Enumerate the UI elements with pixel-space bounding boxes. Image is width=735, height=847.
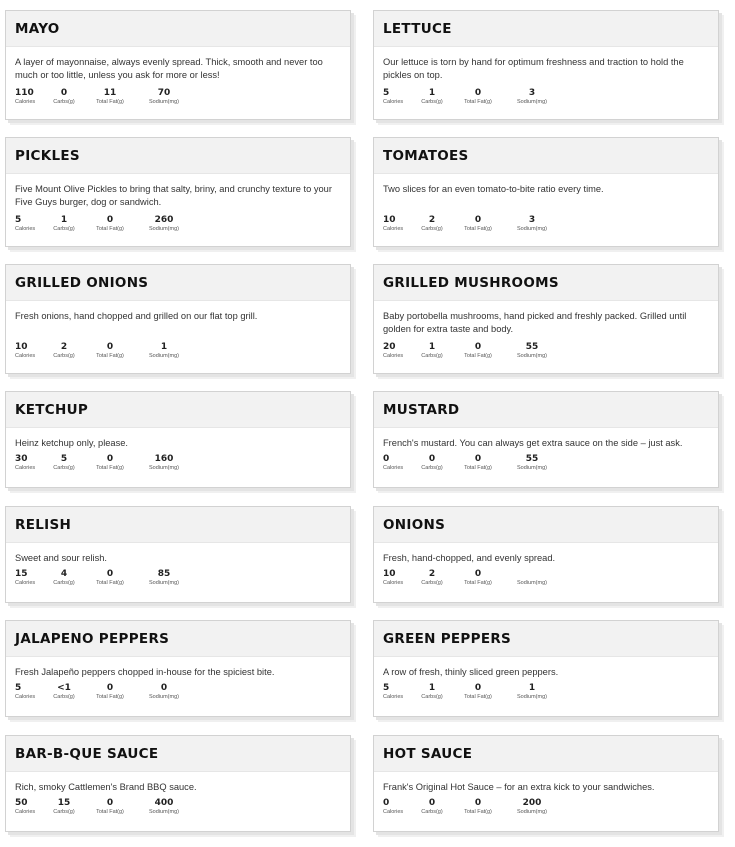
carbs-stat (41, 683, 87, 701)
fat-label: Total Fat(g) (464, 809, 492, 815)
calories-value: 0 (383, 798, 390, 808)
fat-value: 0 (474, 342, 482, 352)
topping-title: TOMATOES (383, 148, 469, 164)
fat-stat (87, 798, 133, 816)
calories-stat (15, 569, 41, 587)
carbs-value: 2 (428, 215, 436, 225)
sodium-value: 160 (154, 454, 174, 464)
calories-value: 0 (383, 454, 390, 464)
sodium-stat (501, 215, 563, 233)
sodium-stat (501, 798, 563, 816)
carbs-value: 15 (57, 798, 71, 808)
card-header (374, 138, 718, 174)
sodium-label: Sodium(mg) (149, 465, 179, 471)
fat-stat (455, 342, 501, 360)
calories-label: Calories (383, 99, 404, 105)
carbs-label: Carbs(g) (53, 99, 75, 105)
carbs-value: 1 (428, 683, 436, 693)
sodium-label: Sodium(mg) (149, 226, 179, 232)
fat-label: Total Fat(g) (464, 465, 492, 471)
fat-stat (87, 569, 133, 587)
carbs-value: 1 (60, 215, 68, 225)
sodium-stat (133, 342, 195, 360)
carbs-stat (409, 683, 455, 701)
carbs-stat (41, 454, 87, 472)
carbs-stat (41, 569, 87, 587)
nutrition-facts (383, 798, 709, 816)
carbs-value: 1 (428, 342, 436, 352)
carbs-label: Carbs(g) (421, 226, 443, 232)
sodium-value: 3 (528, 215, 536, 225)
fat-label: Total Fat(g) (96, 465, 124, 471)
topping-description: Sweet and sour relish. (15, 553, 107, 563)
sodium-value: 260 (154, 215, 174, 225)
topping-description: Baby portobella mushrooms, hand picked and freshly packed. Grilled until golden for extra taste and body. (383, 311, 687, 334)
fat-value: 0 (474, 88, 482, 98)
topping-card (5, 264, 351, 374)
sodium-stat (133, 683, 195, 701)
sodium-value: 55 (525, 454, 539, 464)
fat-stat (455, 215, 501, 233)
sodium-label: Sodium(mg) (517, 694, 547, 700)
sodium-stat (501, 454, 563, 472)
topping-title: RELISH (15, 517, 72, 533)
topping-description: Fresh Jalapeño peppers chopped in-house for the spiciest bite. (15, 667, 275, 677)
topping-title: PICKLES (15, 148, 80, 164)
calories-label: Calories (15, 353, 36, 359)
card-body (6, 428, 350, 472)
topping-title: GRILLED MUSHROOMS (383, 275, 559, 291)
sodium-label: Sodium(mg) (517, 809, 547, 815)
card-header (374, 507, 718, 543)
carbs-stat (41, 215, 87, 233)
carbs-label: Carbs(g) (421, 99, 443, 105)
carbs-value: <1 (57, 683, 71, 693)
topping-card (373, 391, 719, 488)
carbs-value: 0 (428, 798, 436, 808)
carbs-stat (409, 798, 455, 816)
calories-stat (383, 683, 409, 701)
sodium-value: 85 (157, 569, 171, 579)
fat-label: Total Fat(g) (464, 694, 492, 700)
carbs-stat (409, 569, 455, 587)
calories-value: 5 (15, 215, 22, 225)
topping-card (5, 10, 351, 120)
calories-value: 10 (15, 342, 28, 352)
fat-label: Total Fat(g) (96, 580, 124, 586)
carbs-label: Carbs(g) (421, 580, 443, 586)
calories-stat (15, 454, 41, 472)
card-header (6, 392, 350, 428)
card-header (6, 736, 350, 772)
topping-description: A layer of mayonnaise, always evenly spread. Thick, smooth and never too much or too little, unless you ask for more or less! (15, 57, 323, 80)
carbs-label: Carbs(g) (53, 226, 75, 232)
calories-value: 110 (15, 88, 34, 98)
fat-value: 0 (106, 215, 114, 225)
carbs-label: Carbs(g) (53, 809, 75, 815)
card-header (6, 507, 350, 543)
topping-card (5, 735, 351, 832)
sodium-value: 400 (154, 798, 174, 808)
calories-stat (15, 683, 41, 701)
sodium-label: Sodium(mg) (149, 353, 179, 359)
fat-label: Total Fat(g) (464, 99, 492, 105)
card-header (6, 11, 350, 47)
card-body (6, 47, 350, 106)
calories-stat (383, 798, 409, 816)
calories-stat (383, 88, 409, 106)
nutrition-facts (383, 683, 709, 701)
carbs-stat (41, 88, 87, 106)
card-header (374, 736, 718, 772)
sodium-label: Sodium(mg) (149, 809, 179, 815)
nutrition-facts (15, 569, 341, 587)
sodium-label: Sodium(mg) (517, 465, 547, 471)
card-body (374, 47, 718, 106)
carbs-value: 5 (60, 454, 68, 464)
carbs-label: Carbs(g) (53, 694, 75, 700)
carbs-value: 1 (428, 88, 436, 98)
card-body (374, 301, 718, 360)
card-header (374, 392, 718, 428)
sodium-label: Sodium(mg) (149, 99, 179, 105)
sodium-value: 0 (160, 683, 168, 693)
sodium-stat (501, 342, 563, 360)
calories-label: Calories (15, 99, 36, 105)
fat-stat (87, 454, 133, 472)
carbs-label: Carbs(g) (421, 353, 443, 359)
calories-stat (15, 798, 41, 816)
nutrition-facts (383, 88, 709, 106)
topping-card (373, 137, 719, 247)
nutrition-facts (383, 342, 709, 360)
topping-description: Heinz ketchup only, please. (15, 438, 129, 448)
topping-card (5, 137, 351, 247)
topping-description: Fresh onions, hand chopped and grilled on our flat top grill. (15, 311, 258, 321)
card-body (374, 657, 718, 701)
sodium-stat (501, 683, 563, 701)
topping-description: Fresh, hand-chopped, and evenly spread. (383, 553, 556, 563)
sodium-stat (133, 88, 195, 106)
nutrition-facts (15, 683, 341, 701)
carbs-stat (41, 342, 87, 360)
topping-description: Two slices for an even tomato-to-bite ratio every time. (383, 184, 604, 194)
card-body (6, 772, 350, 816)
card-header (374, 11, 718, 47)
sodium-label: Sodium(mg) (517, 580, 547, 586)
fat-value: 0 (106, 454, 114, 464)
fat-label: Total Fat(g) (96, 226, 124, 232)
sodium-label: Sodium(mg) (149, 694, 179, 700)
calories-value: 10 (383, 569, 396, 579)
calories-label: Calories (383, 353, 404, 359)
sodium-stat (133, 569, 195, 587)
topping-description: Our lettuce is torn by hand for optimum freshness and traction to hold the pickles on top. (383, 57, 684, 80)
sodium-stat (133, 215, 195, 233)
sodium-stat (501, 88, 563, 106)
sodium-label: Sodium(mg) (149, 580, 179, 586)
fat-value: 0 (474, 454, 482, 464)
topping-title: MUSTARD (383, 402, 460, 418)
calories-label: Calories (383, 226, 404, 232)
calories-label: Calories (15, 226, 36, 232)
calories-value: 10 (383, 215, 396, 225)
calories-stat (383, 215, 409, 233)
topping-description: A row of fresh, thinly sliced green peppers. (383, 667, 559, 677)
card-body (6, 657, 350, 701)
topping-title: LETTUCE (383, 21, 452, 37)
card-body (6, 174, 350, 233)
carbs-value: 0 (60, 88, 68, 98)
calories-value: 15 (15, 569, 28, 579)
topping-title: GRILLED ONIONS (15, 275, 149, 291)
carbs-stat (409, 454, 455, 472)
calories-stat (15, 342, 41, 360)
card-body (6, 543, 350, 587)
card-body (374, 543, 718, 587)
topping-card (373, 264, 719, 374)
nutrition-facts (15, 798, 341, 816)
carbs-value: 2 (60, 342, 68, 352)
topping-title: JALAPENO PEPPERS (15, 631, 170, 647)
carbs-stat (409, 88, 455, 106)
carbs-stat (409, 215, 455, 233)
card-body (6, 301, 350, 360)
fat-stat (87, 683, 133, 701)
calories-value: 5 (383, 88, 390, 98)
topping-title: MAYO (15, 21, 60, 37)
calories-stat (383, 342, 409, 360)
carbs-value: 0 (428, 454, 436, 464)
fat-value: 0 (474, 215, 482, 225)
fat-value: 0 (106, 569, 114, 579)
carbs-value: 2 (428, 569, 436, 579)
topping-description: Rich, smoky Cattlemen's Brand BBQ sauce. (15, 782, 197, 792)
sodium-label: Sodium(mg) (517, 353, 547, 359)
topping-card (373, 506, 719, 603)
sodium-stat (133, 798, 195, 816)
calories-stat (383, 569, 409, 587)
fat-value: 11 (103, 88, 117, 98)
topping-card (373, 10, 719, 120)
calories-label: Calories (383, 694, 404, 700)
fat-label: Total Fat(g) (464, 226, 492, 232)
sodium-value: 200 (522, 798, 542, 808)
fat-stat (455, 454, 501, 472)
fat-stat (87, 342, 133, 360)
nutrition-facts (383, 454, 709, 472)
fat-value: 0 (106, 798, 114, 808)
calories-value: 20 (383, 342, 396, 352)
fat-value: 0 (106, 342, 114, 352)
carbs-label: Carbs(g) (421, 809, 443, 815)
carbs-label: Carbs(g) (421, 694, 443, 700)
calories-value: 50 (15, 798, 28, 808)
fat-label: Total Fat(g) (464, 580, 492, 586)
topping-title: KETCHUP (15, 402, 89, 418)
sodium-value: 70 (157, 88, 171, 98)
carbs-stat (41, 798, 87, 816)
calories-label: Calories (15, 580, 36, 586)
sodium-value: 1 (160, 342, 168, 352)
carbs-label: Carbs(g) (421, 465, 443, 471)
sodium-value: 55 (525, 342, 539, 352)
fat-stat (455, 683, 501, 701)
card-header (374, 265, 718, 301)
card-body (374, 428, 718, 472)
fat-label: Total Fat(g) (96, 99, 124, 105)
calories-value: 5 (15, 683, 22, 693)
nutrition-facts (15, 88, 341, 106)
card-header (374, 621, 718, 657)
nutrition-facts (15, 342, 341, 360)
fat-value: 0 (474, 569, 482, 579)
calories-label: Calories (383, 580, 404, 586)
fat-label: Total Fat(g) (96, 694, 124, 700)
topping-description: French's mustard. You can always get extra sauce on the side – just ask. (383, 438, 683, 448)
card-body (374, 174, 718, 233)
topping-card (373, 620, 719, 717)
topping-title: HOT SAUCE (383, 746, 473, 762)
sodium-value: 3 (528, 88, 536, 98)
topping-card (5, 620, 351, 717)
carbs-label: Carbs(g) (53, 353, 75, 359)
calories-value: 30 (15, 454, 28, 464)
carbs-label: Carbs(g) (53, 580, 75, 586)
carbs-label: Carbs(g) (53, 465, 75, 471)
fat-value: 0 (474, 798, 482, 808)
calories-stat (383, 454, 409, 472)
calories-value: 5 (383, 683, 390, 693)
sodium-label: Sodium(mg) (517, 99, 547, 105)
calories-label: Calories (15, 809, 36, 815)
calories-stat (15, 88, 41, 106)
nutrition-facts (15, 215, 341, 233)
sodium-value (501, 569, 563, 580)
calories-label: Calories (383, 809, 404, 815)
fat-label: Total Fat(g) (464, 353, 492, 359)
topping-card (5, 506, 351, 603)
fat-label: Total Fat(g) (96, 809, 124, 815)
fat-stat (87, 88, 133, 106)
fat-value: 0 (106, 683, 114, 693)
topping-title: BAR-B-QUE SAUCE (15, 746, 159, 762)
nutrition-facts (15, 454, 341, 472)
calories-stat (15, 215, 41, 233)
carbs-stat (409, 342, 455, 360)
topping-title: GREEN PEPPERS (383, 631, 512, 647)
sodium-stat (501, 569, 563, 587)
sodium-label: Sodium(mg) (517, 226, 547, 232)
topping-title: ONIONS (383, 517, 446, 533)
card-header (6, 621, 350, 657)
nutrition-facts (383, 215, 709, 233)
carbs-value: 4 (60, 569, 68, 579)
fat-stat (455, 569, 501, 587)
sodium-stat (133, 454, 195, 472)
card-header (6, 138, 350, 174)
fat-label: Total Fat(g) (96, 353, 124, 359)
topping-description: Five Mount Olive Pickles to bring that salty, briny, and crunchy texture to your Five Guys burger, dog or sandwich. (15, 184, 332, 207)
card-body (374, 772, 718, 816)
fat-stat (455, 88, 501, 106)
calories-label: Calories (15, 694, 36, 700)
topping-description: Frank's Original Hot Sauce – for an extra kick to your sandwiches. (383, 782, 655, 792)
card-header (6, 265, 350, 301)
fat-stat (87, 215, 133, 233)
topping-card (5, 391, 351, 488)
fat-stat (455, 798, 501, 816)
fat-value: 0 (474, 683, 482, 693)
nutrition-facts (383, 569, 709, 587)
calories-label: Calories (15, 465, 36, 471)
sodium-value: 1 (528, 683, 536, 693)
topping-card (373, 735, 719, 832)
calories-label: Calories (383, 465, 404, 471)
